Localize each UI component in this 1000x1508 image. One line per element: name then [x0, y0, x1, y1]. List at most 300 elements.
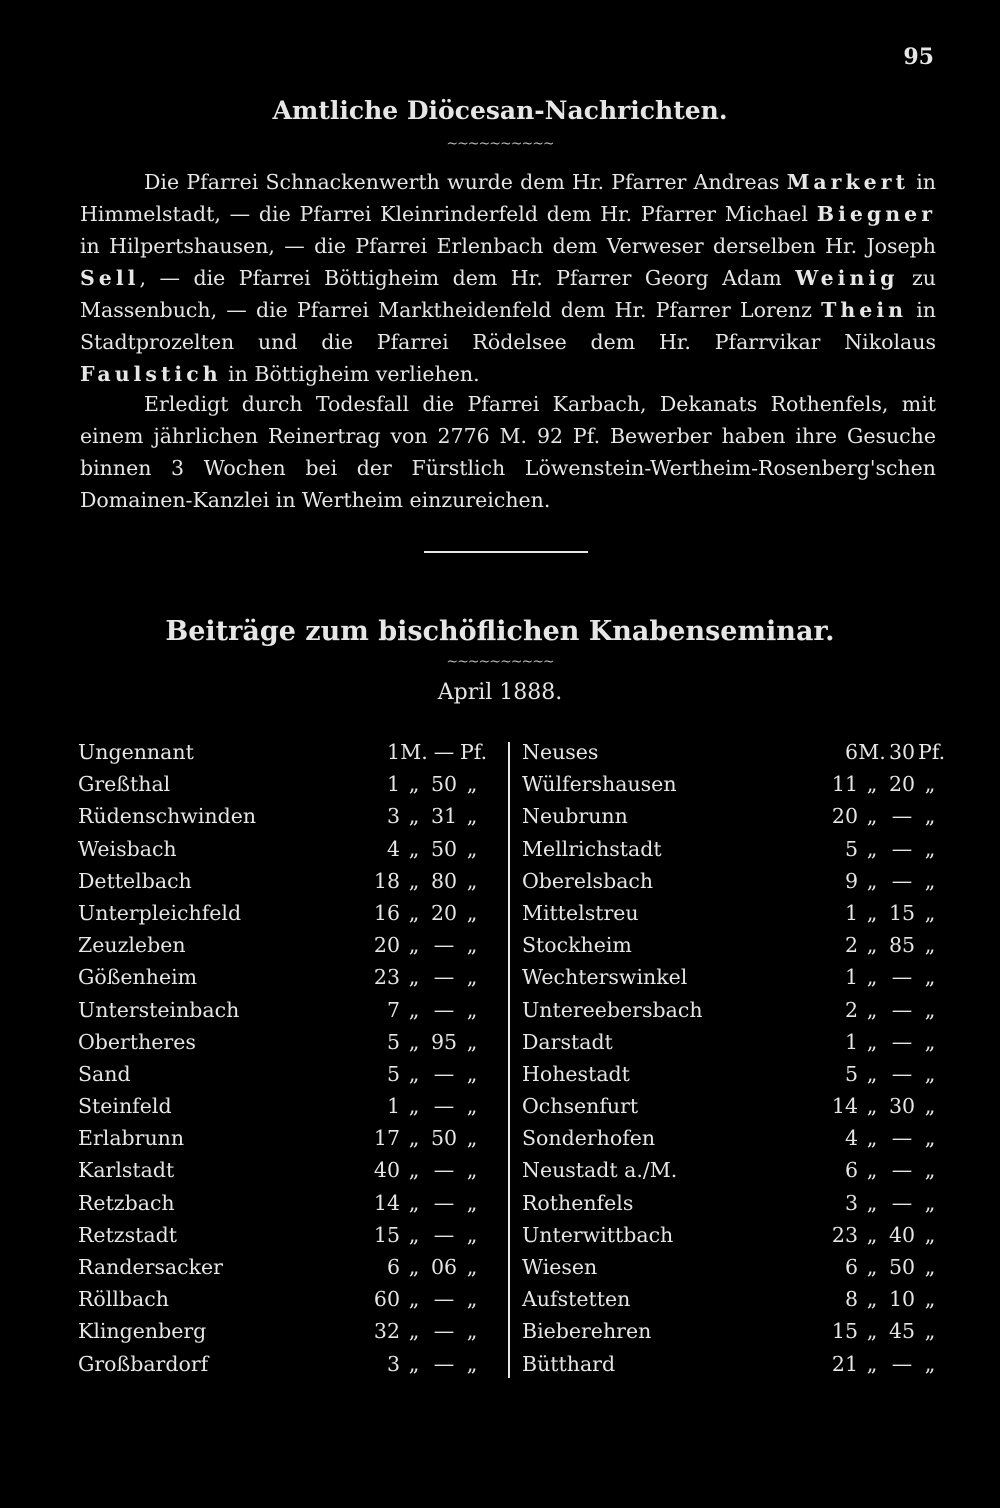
- amount-pfennig: —: [433, 1222, 455, 1247]
- person-name: Faulstich: [80, 362, 222, 386]
- amount-unit: „: [466, 1190, 478, 1215]
- amount-mark: 3: [386, 1351, 400, 1376]
- list-item: [522, 961, 942, 993]
- amount-unit: „: [408, 1061, 420, 1086]
- amount-pfennig: 80: [430, 868, 458, 893]
- person-name: Sell: [80, 266, 140, 290]
- amount-unit: „: [408, 1126, 420, 1151]
- paragraph-text: Die Pfarrei Schnackenwerth wurde dem Hr. Pfarrer Andreas: [144, 170, 787, 194]
- section-title-diocesan-news: Amtliche Diöcesan-Nachrichten.: [272, 96, 728, 125]
- amount-mark: 3: [844, 1190, 858, 1215]
- paragraph-text: in Hilpertshausen, — die Pfarrei Erlenbach dem Verweser derselben Hr. Joseph: [80, 234, 936, 258]
- amount-unit: „: [866, 933, 878, 958]
- place-name: Wiesen: [522, 1255, 598, 1279]
- amount-pfennig: —: [433, 997, 455, 1022]
- amount-mark: 1: [844, 965, 858, 990]
- amount-pfennig: —: [433, 1158, 455, 1183]
- amount: [352, 961, 484, 993]
- amount-pfennig: 30: [888, 1094, 916, 1119]
- amount: [352, 833, 484, 865]
- amount-mark: 23: [831, 1222, 858, 1247]
- title-ornament: ~~~~~~~~~~: [446, 136, 554, 152]
- amount-unit: „: [924, 1029, 936, 1054]
- amount-unit: „: [866, 1287, 878, 1312]
- place-name: Mellrichstadt: [522, 836, 662, 861]
- amount-mark: 6: [386, 1255, 400, 1279]
- amount-unit: „: [866, 965, 878, 990]
- list-item: [78, 1315, 498, 1347]
- amount-unit: „: [924, 965, 936, 990]
- amount-mark: 2: [844, 933, 858, 958]
- list-item: [78, 1154, 498, 1186]
- amount-unit: „: [466, 772, 478, 797]
- amount-pfennig: —: [891, 1029, 913, 1054]
- list-item: [522, 800, 942, 832]
- section-divider: [424, 551, 588, 553]
- amount: [352, 1283, 484, 1315]
- amount-unit: Pf.: [460, 740, 488, 764]
- list-item: [78, 1026, 498, 1058]
- amount-pfennig: —: [433, 1094, 455, 1119]
- amount-unit: „: [866, 1351, 878, 1376]
- amount-mark: 1: [844, 900, 858, 925]
- amount: [810, 1283, 942, 1315]
- amount-unit: „: [408, 1319, 420, 1344]
- amount: [352, 897, 484, 929]
- place-name: Weisbach: [78, 836, 177, 861]
- list-item: [522, 833, 942, 865]
- amount-unit: „: [866, 1190, 878, 1215]
- amount-unit: „: [924, 1126, 936, 1151]
- amount-unit: „: [408, 804, 420, 829]
- place-name: Neubrunn: [522, 804, 628, 829]
- amount-unit: M.: [858, 740, 886, 764]
- amount-mark: 9: [844, 868, 858, 893]
- place-name: Ungennant: [78, 740, 194, 764]
- place-name: Bieberehren: [522, 1319, 652, 1344]
- amount-pfennig: —: [891, 868, 913, 893]
- amount: [810, 833, 942, 865]
- amount: [810, 1187, 942, 1219]
- place-name: Unterwittbach: [522, 1222, 674, 1247]
- amount: [352, 1219, 484, 1251]
- amount-pfennig: —: [891, 836, 913, 861]
- amount-unit: „: [408, 900, 420, 925]
- amount-mark: 1: [386, 740, 400, 764]
- amount-unit: „: [866, 1158, 878, 1183]
- list-item: [522, 1219, 942, 1251]
- amount-mark: 6: [844, 1255, 858, 1279]
- amount: [810, 1090, 942, 1122]
- amount-unit: „: [466, 1094, 478, 1119]
- amount-unit: „: [924, 900, 936, 925]
- amount-mark: 15: [373, 1222, 400, 1247]
- section-title-seminary-contributions: Beiträge zum bischöflichen Knabenseminar.: [165, 616, 835, 647]
- list-item: [78, 1348, 498, 1380]
- amount-unit: „: [866, 772, 878, 797]
- amount: [352, 1090, 484, 1122]
- amount-unit: „: [866, 997, 878, 1022]
- place-name: Untereebersbach: [522, 997, 703, 1022]
- amount-unit: „: [924, 997, 936, 1022]
- amount-unit: „: [408, 933, 420, 958]
- list-item: [522, 1315, 942, 1347]
- amount-mark: 2: [844, 997, 858, 1022]
- amount-mark: 15: [831, 1319, 858, 1344]
- amount-unit: „: [466, 1351, 478, 1376]
- place-name: Hohestadt: [522, 1061, 630, 1086]
- amount-unit: „: [466, 1029, 478, 1054]
- amount-pfennig: 31: [430, 804, 458, 829]
- list-item: [78, 865, 498, 897]
- list-item: [78, 1251, 498, 1283]
- amount-pfennig: —: [891, 965, 913, 990]
- place-name: Karlstadt: [78, 1158, 175, 1183]
- paragraph-text: in Himmelstadt, — die Pfarrei Kleinrinderfeld dem Hr. Pfarrer Michael: [80, 170, 936, 226]
- amount-unit: „: [466, 1287, 478, 1312]
- amount-unit: „: [924, 804, 936, 829]
- amount-unit: „: [866, 1029, 878, 1054]
- amount-pfennig: 30: [888, 740, 916, 764]
- place-name: Röllbach: [78, 1287, 169, 1312]
- amount-unit: „: [924, 1222, 936, 1247]
- amount-unit: „: [924, 868, 936, 893]
- paragraph-text: in Böttigheim verliehen.: [221, 362, 480, 386]
- amount-pfennig: —: [433, 965, 455, 990]
- amount-mark: 40: [373, 1158, 400, 1183]
- list-item: [78, 1058, 498, 1090]
- amount-unit: „: [866, 1061, 878, 1086]
- list-item: [78, 1122, 498, 1154]
- place-name: Dettelbach: [78, 868, 192, 893]
- amount: [352, 929, 484, 961]
- amount-pfennig: 50: [430, 1126, 458, 1151]
- person-name: Biegner: [816, 202, 936, 226]
- amount-pfennig: —: [891, 1126, 913, 1151]
- amount-mark: 6: [844, 740, 858, 764]
- amount-unit: „: [466, 1061, 478, 1086]
- amount-pfennig: 45: [888, 1319, 916, 1344]
- paragraph-text: , — die Pfarrei Böttigheim dem Hr. Pfarrer Georg Adam: [139, 266, 796, 290]
- amount-pfennig: 20: [888, 772, 916, 797]
- place-name: Stockheim: [522, 933, 632, 958]
- place-name: Sonderhofen: [522, 1126, 656, 1151]
- place-name: Rüdenschwinden: [78, 804, 257, 829]
- list-item: [522, 929, 942, 961]
- amount-pfennig: 50: [430, 836, 458, 861]
- amount-pfennig: 85: [888, 933, 916, 958]
- list-item: [522, 1122, 942, 1154]
- list-item: [78, 929, 498, 961]
- place-name: Großbardorf: [78, 1351, 209, 1376]
- amount: [352, 1315, 484, 1347]
- amount-mark: 1: [844, 1029, 858, 1054]
- list-item: [78, 897, 498, 929]
- amount-mark: 5: [844, 1061, 858, 1086]
- place-name: Klingenberg: [78, 1319, 207, 1344]
- amount: [352, 865, 484, 897]
- place-name: Steinfeld: [78, 1094, 172, 1119]
- place-name: Erlabrunn: [78, 1126, 185, 1151]
- amount-unit: „: [924, 1287, 936, 1312]
- amount-unit: „: [408, 1351, 420, 1376]
- amount-unit: „: [866, 1222, 878, 1247]
- amount: [810, 865, 942, 897]
- column-divider: [508, 742, 510, 1378]
- amount: [352, 736, 488, 768]
- amount: [810, 1058, 942, 1090]
- place-name: Rothenfels: [522, 1190, 634, 1215]
- list-item: [78, 1219, 498, 1251]
- amount-unit: „: [866, 1319, 878, 1344]
- amount-mark: 32: [373, 1319, 400, 1344]
- amount-unit: „: [408, 1190, 420, 1215]
- list-item: [522, 1348, 942, 1380]
- amount-unit: „: [466, 965, 478, 990]
- amount-mark: 5: [844, 836, 858, 861]
- amount-unit: „: [866, 804, 878, 829]
- amount-unit: „: [408, 836, 420, 861]
- list-item: [522, 994, 942, 1026]
- contributions-list-right: [522, 736, 946, 1380]
- list-item: [522, 897, 942, 929]
- amount-pfennig: —: [891, 1158, 913, 1183]
- amount-unit: „: [924, 1351, 936, 1376]
- amount-pfennig: —: [433, 933, 455, 958]
- title-ornament: ~~~~~~~~~~: [446, 654, 554, 670]
- place-name: Sand: [78, 1061, 131, 1086]
- amount-unit: „: [408, 1094, 420, 1119]
- place-name: Bütthard: [522, 1351, 616, 1376]
- list-item: [522, 768, 942, 800]
- amount-unit: „: [866, 1126, 878, 1151]
- amount-unit: „: [924, 772, 936, 797]
- list-item: [78, 736, 498, 768]
- amount-mark: 20: [373, 933, 400, 958]
- amount-mark: 6: [844, 1158, 858, 1183]
- list-item: [78, 833, 498, 865]
- amount-pfennig: —: [433, 1351, 455, 1376]
- amount-pfennig: —: [891, 997, 913, 1022]
- amount-unit: „: [924, 933, 936, 958]
- amount: [810, 1219, 942, 1251]
- place-name: Neustadt a./M.: [522, 1158, 678, 1183]
- amount: [810, 1251, 942, 1283]
- amount-unit: „: [408, 1029, 420, 1054]
- amount-unit: „: [924, 1094, 936, 1119]
- list-item: [522, 1154, 942, 1186]
- amount: [352, 1251, 484, 1283]
- vacancy-paragraph: Erledigt durch Todesfall die Pfarrei Karbach, Dekanats Rothenfels, mit einem jährlichen Reinertrag von 2776 M. 92 Pf. Bewerber haben ihre Gesuche binnen 3 Wochen bei der Fürstlich Löwenstein-Wertheim-Rosenberg'schen Domainen-Kanzlei in Wertheim einzureichen.: [80, 392, 936, 512]
- amount-pfennig: 20: [430, 900, 458, 925]
- amount-pfennig: —: [891, 804, 913, 829]
- amount-mark: 7: [386, 997, 400, 1022]
- amount-unit: „: [866, 836, 878, 861]
- amount: [810, 768, 942, 800]
- person-name: Weinig: [795, 266, 899, 290]
- list-item: [522, 1251, 942, 1283]
- amount: [810, 800, 942, 832]
- amount-pfennig: 10: [888, 1287, 916, 1312]
- amount-unit: „: [866, 1094, 878, 1119]
- place-name: Retzbach: [78, 1190, 175, 1215]
- amount-unit: „: [924, 1158, 936, 1183]
- amount: [810, 929, 942, 961]
- amount: [352, 1122, 484, 1154]
- amount-unit: „: [466, 1126, 478, 1151]
- amount-unit: Pf.: [918, 740, 946, 764]
- amount-pfennig: —: [891, 1190, 913, 1215]
- place-name: Aufstetten: [522, 1287, 631, 1312]
- place-name: Greßthal: [78, 772, 171, 797]
- amount: [810, 1154, 942, 1186]
- amount-mark: 23: [373, 965, 400, 990]
- place-name: Darstadt: [522, 1029, 613, 1054]
- paragraph-text: in Stadtprozelten und die Pfarrei Rödelsee dem Hr. Pfarrvikar Nikolaus: [80, 298, 936, 354]
- amount-unit: „: [466, 836, 478, 861]
- amount-unit: „: [866, 900, 878, 925]
- amount-unit: „: [408, 868, 420, 893]
- amount-pfennig: 95: [430, 1029, 458, 1054]
- list-item: [78, 994, 498, 1026]
- amount-unit: „: [408, 1222, 420, 1247]
- place-name: Obertheres: [78, 1029, 196, 1054]
- amount-unit: „: [408, 965, 420, 990]
- amount-unit: „: [466, 1222, 478, 1247]
- amount-mark: 8: [844, 1287, 858, 1312]
- list-item: [78, 1187, 498, 1219]
- amount-unit: „: [408, 1158, 420, 1183]
- amount: [352, 1348, 484, 1380]
- paragraph-text: zu Massenbuch, — die Pfarrei Marktheidenfeld dem Hr. Pfarrer Lorenz: [80, 266, 936, 322]
- list-item: [522, 1090, 942, 1122]
- amount-mark: 18: [373, 868, 400, 893]
- place-name: Retzstadt: [78, 1222, 177, 1247]
- list-item: [522, 1058, 942, 1090]
- amount-mark: 17: [373, 1126, 400, 1151]
- amount-unit: „: [466, 1158, 478, 1183]
- amount-pfennig: —: [433, 1287, 455, 1312]
- amount: [810, 1315, 942, 1347]
- amount: [352, 1058, 484, 1090]
- amount-pfennig: —: [433, 1190, 455, 1215]
- amount-unit: „: [924, 1190, 936, 1215]
- place-name: Zeuzleben: [78, 933, 186, 958]
- amount-unit: „: [408, 772, 420, 797]
- amount: [810, 1026, 942, 1058]
- list-item: [522, 865, 942, 897]
- amount: [352, 1187, 484, 1219]
- place-name: Neuses: [522, 740, 599, 764]
- amount-unit: „: [408, 1287, 420, 1312]
- amount-mark: 60: [373, 1287, 400, 1312]
- amount-unit: „: [466, 933, 478, 958]
- list-item: [78, 1090, 498, 1122]
- place-name: Randersacker: [78, 1255, 223, 1279]
- amount: [352, 800, 484, 832]
- list-item: [78, 1283, 498, 1315]
- amount-mark: 14: [831, 1094, 858, 1119]
- appointments-paragraph: [80, 166, 936, 390]
- amount-pfennig: —: [891, 1351, 913, 1376]
- person-name: Thein: [821, 298, 908, 322]
- place-name: Unterpleichfeld: [78, 900, 242, 925]
- page-number: 95: [903, 44, 934, 70]
- place-name: Gößenheim: [78, 965, 198, 990]
- amount-mark: 14: [373, 1190, 400, 1215]
- amount-unit: „: [466, 900, 478, 925]
- amount-unit: „: [408, 1255, 420, 1279]
- place-name: Wülfershausen: [522, 772, 677, 797]
- amount: [810, 736, 946, 768]
- amount-pfennig: —: [891, 1061, 913, 1086]
- amount-pfennig: —: [433, 1319, 455, 1344]
- amount-mark: 4: [386, 836, 400, 861]
- amount-mark: 1: [386, 772, 400, 797]
- place-name: Untersteinbach: [78, 997, 240, 1022]
- amount-pfennig: —: [433, 1061, 455, 1086]
- amount-unit: „: [408, 997, 420, 1022]
- amount: [810, 994, 942, 1026]
- amount-unit: „: [924, 836, 936, 861]
- amount-unit: „: [924, 1061, 936, 1086]
- amount: [810, 961, 942, 993]
- amount-pfennig: 50: [430, 772, 458, 797]
- list-item: [522, 1026, 942, 1058]
- amount-unit: „: [466, 1319, 478, 1344]
- amount-pfennig: 40: [888, 1222, 916, 1247]
- list-item: [522, 1283, 942, 1315]
- place-name: Wechterswinkel: [522, 965, 688, 990]
- amount: [352, 994, 484, 1026]
- amount-unit: „: [466, 868, 478, 893]
- amount: [810, 1348, 942, 1380]
- place-name: Mittelstreu: [522, 900, 639, 925]
- amount-unit: „: [466, 1255, 478, 1279]
- amount: [810, 897, 942, 929]
- amount-unit: „: [466, 804, 478, 829]
- list-item: [522, 736, 946, 768]
- amount-pfennig: 15: [888, 900, 916, 925]
- amount-unit: „: [866, 1255, 878, 1279]
- amount-unit: M.: [400, 740, 428, 764]
- month-heading: April 1888.: [437, 680, 563, 705]
- amount: [352, 768, 484, 800]
- amount-mark: 16: [373, 900, 400, 925]
- place-name: Ochsenfurt: [522, 1094, 639, 1119]
- amount-mark: 21: [831, 1351, 858, 1376]
- amount-pfennig: 50: [888, 1255, 916, 1279]
- amount: [352, 1154, 484, 1186]
- amount-unit: „: [924, 1319, 936, 1344]
- list-item: [78, 800, 498, 832]
- amount-mark: 1: [386, 1094, 400, 1119]
- amount: [352, 1026, 484, 1058]
- list-item: [78, 961, 498, 993]
- contributions-list-left: [78, 736, 498, 1380]
- place-name: Oberelsbach: [522, 868, 654, 893]
- person-name: Markert: [786, 170, 909, 194]
- amount-mark: 20: [831, 804, 858, 829]
- amount-mark: 11: [831, 772, 858, 797]
- amount-unit: „: [866, 868, 878, 893]
- amount-mark: 5: [386, 1061, 400, 1086]
- list-item: [522, 1187, 942, 1219]
- list-item: [78, 768, 498, 800]
- amount-unit: „: [466, 997, 478, 1022]
- amount-mark: 4: [844, 1126, 858, 1151]
- amount-pfennig: —: [433, 740, 455, 764]
